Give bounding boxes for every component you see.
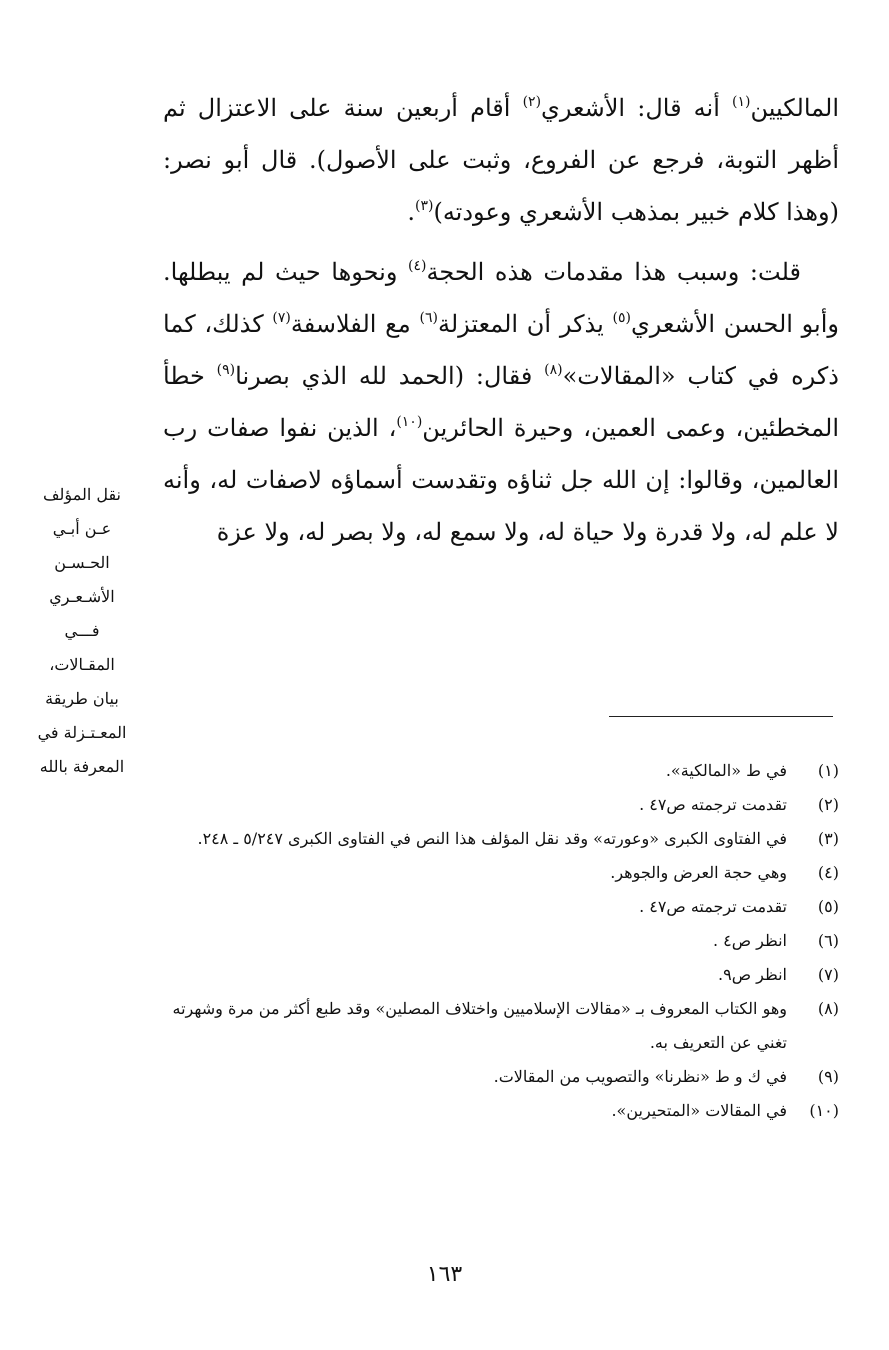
footnote-text: تقدمت ترجمته ص٤٧ . (639, 897, 787, 916)
footnote-ref: (٤) (408, 258, 427, 274)
footnote-ref: (١٠) (396, 414, 423, 430)
footnote-item (163, 958, 839, 992)
footnote-text: في المقالات «المتحيرين». (611, 1101, 787, 1120)
footnote-item (163, 822, 839, 856)
footnote-number: (٧) (817, 965, 839, 984)
footnote-text: في الفتاوى الكبرى «وعورته» وقد نقل المؤلف هذا النص في الفتاوى الكبرى ٥/٢٤٧ ـ ٢٤٨. (197, 829, 787, 848)
footnote-item (163, 890, 839, 924)
footnote-number: (٥) (817, 897, 839, 916)
footnote-ref: (٩) (216, 362, 236, 378)
footnote-text: انظر ص٩. (718, 965, 787, 984)
footnote-text: وهي حجة العرض والجوهر. (610, 863, 787, 882)
footnote-number: (١٠) (809, 1101, 839, 1120)
margin-note: نقل المؤلف عـن أبـي الحـسـن الأشـعـري فـــي المقـالات، بيان طريقة المعـتـزلة في المعرفة بالله (37, 485, 127, 776)
footnote-ref: (٨) (544, 362, 563, 378)
footnote-number: (٨) (817, 999, 839, 1018)
footnote-number: (٤) (817, 863, 839, 882)
footnote-number: (٩) (817, 1067, 839, 1086)
footnote-item (163, 856, 839, 890)
main-paragraph-1: المالكيين$^{(١)}$ أنه قال: الأشعري$^{(٢)}$ أقام أربعين سنة على الاعتزال ثم أظهر التوبة، فرجع عن الفروع، وثبت على الأصول). قال أبو نصر: (وهذا كلام خبير بمذهب الأشعري وعودته)$^{(٣)}$. (163, 94, 839, 226)
page-number: ١٦٣ (426, 1262, 463, 1287)
footnote-item (163, 754, 839, 788)
footnote-text: في ك و ط «نظرنا» والتصويب من المقالات. (493, 1067, 787, 1086)
footnote-text: انظر ص٤ . (712, 931, 787, 950)
footnote-number: (٣) (817, 829, 839, 848)
footnote-number: (٦) (817, 931, 839, 950)
footnote-item (163, 1060, 839, 1094)
footnote-text: وهو الكتاب المعروف بـ «مقالات الإسلاميين واختلاف المصلين» وقد طبع أكثر من مرة وشهرته تغني عن التعريف به. (172, 999, 787, 1052)
footnote-text: تقدمت ترجمته ص٤٧ . (639, 795, 787, 814)
footnote-ref: (١) (732, 94, 751, 110)
footnote-number: (٢) (817, 795, 839, 814)
footnote-ref: (٢) (522, 94, 542, 110)
footnote-item (163, 1094, 839, 1128)
footnote-ref: (٥) (612, 310, 631, 326)
main-paragraph-2: قلت: وسبب هذا مقدمات هذه الحجة$^{(٤)}$ ونحوها حيث لم يبطلها. وأبو الحسن الأشعري$^{(٥)}$ يذكر أن المعتزلة$^{(٦)}$ مع الفلاسفة$^{(٧)}$ كذلك، كما ذكره في كتاب «المقالات»$^{(٨)}$ فقال: (الحمد لله الذي بصرنا$^{(٩)}$ خطأ المخطئين، وعمى العمين، وحيرة الحائرين$^{(١٠)}$، الذين نفوا صفات رب العالمين، وقالوا: إن الله جل ثناؤه وتقدست أسماؤه لاصفات له، وأنه لا علم له، ولا قدرة ولا حياة له، ولا سمع له، ولا بصر له، ولا عزة (163, 258, 839, 546)
footnote-item (163, 788, 839, 822)
footnote-ref: (٧) (272, 310, 291, 326)
main-text (163, 82, 839, 558)
footnotes (163, 754, 839, 1128)
footnote-item (163, 992, 839, 1060)
footnote-text: في ط «المالكية». (665, 761, 787, 780)
footnote-ref: (٣) (414, 198, 434, 214)
footnote-ref: (٦) (419, 310, 438, 326)
footnote-item (163, 924, 839, 958)
footnote-number: (١) (817, 761, 839, 780)
footnote-separator (609, 716, 833, 717)
